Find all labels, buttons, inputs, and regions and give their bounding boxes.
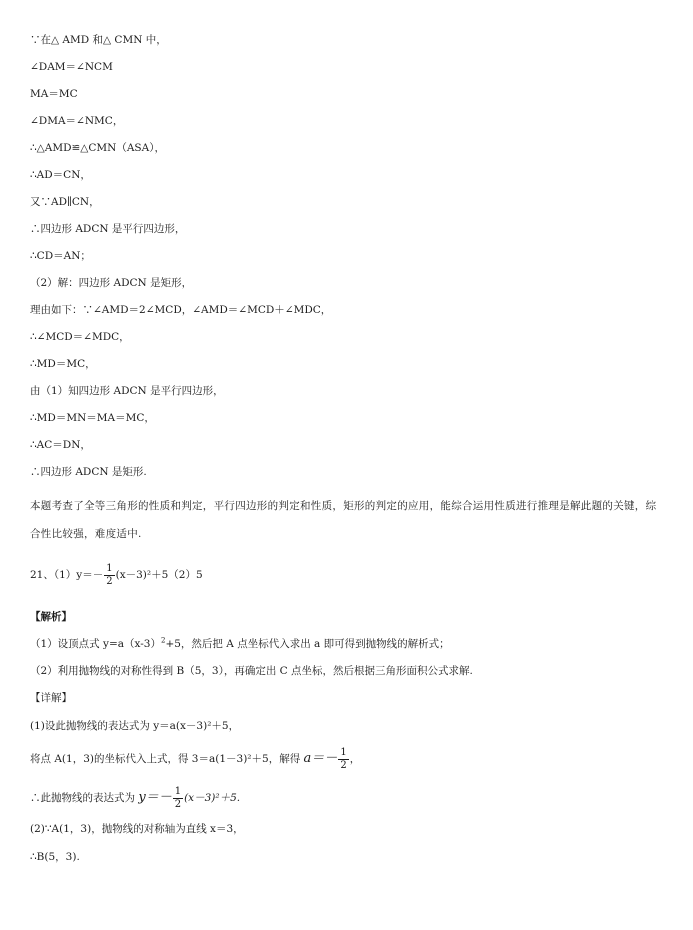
detail-line-3 — [30, 785, 240, 811]
proof-line-7: 又∵AD∥CN， — [30, 196, 100, 208]
detail-l3-den: 2 — [174, 798, 182, 810]
analysis-paragraph-2: （2）利用抛物线的对称性得到 B（5，3），再确定出 C 点坐标，然后根据三角形面积公式求解. — [30, 665, 473, 677]
proof-line-5: ∴△AMD≌△CMN（ASA）， — [30, 142, 165, 154]
proof-line-3: MA＝MC — [30, 88, 78, 100]
q21-suffix: (x－3)²＋5（2）5 — [115, 569, 203, 581]
analysis-p1-after: +5，然后把 A 点坐标代入求出 a 即可得到抛物线的解析式； — [165, 638, 450, 650]
detail-l3-before: ∴此抛物线的表达式为 — [30, 792, 135, 804]
detail-l3-num: 1 — [174, 785, 182, 797]
analysis-p1-before: （1）设顶点式 y=a（x-3） — [30, 638, 161, 650]
q21-fraction — [104, 563, 114, 588]
proof-line-4: ∠DMA＝∠NMC， — [30, 115, 124, 127]
proof-line-12: ∴∠MCD＝∠MDC， — [30, 331, 130, 343]
proof-line-13: ∴MD＝MC， — [30, 358, 96, 370]
proof-line-16: ∴AC＝DN， — [30, 439, 91, 451]
detail-l3-fraction — [173, 786, 183, 811]
proof-line-15: ∴MD＝MN＝MA＝MC， — [30, 412, 155, 424]
detail-line-2 — [30, 746, 360, 772]
proof-line-8: ∴四边形 ADCN 是平行四边形， — [30, 223, 186, 235]
proof-line-14: 由（1）知四边形 ADCN 是平行四边形， — [30, 385, 224, 397]
proof-line-1: ∵在△ AMD 和△ CMN 中， — [30, 34, 167, 46]
analysis-paragraph-1 — [30, 637, 450, 651]
q21-prefix: 21、（1）y＝－ — [30, 569, 104, 581]
detail-l3-y: y＝－ — [138, 790, 172, 805]
q21-answer — [30, 562, 203, 588]
detail-line-5: ∴B(5，3). — [30, 851, 80, 863]
analysis-heading: 【解析】 — [30, 611, 72, 623]
detail-line-4: (2)∵A(1，3)，抛物线的对称轴为直线 x＝3， — [30, 823, 244, 835]
detail-l2-before: 将点 A(1，3)的坐标代入上式，得 3＝a(1－3)²＋5，解得 — [30, 753, 301, 765]
detail-l2-den: 2 — [340, 759, 347, 771]
detail-l2-var: a＝－ — [303, 751, 338, 766]
q21-frac-num: 1 — [106, 562, 113, 574]
proof-line-9: ∴CD＝AN； — [30, 250, 91, 262]
detail-l2-fraction — [338, 747, 348, 772]
proof-line-11: 理由如下：∵∠AMD＝2∠MCD，∠AMD＝∠MCD＋∠MDC， — [30, 304, 332, 316]
detail-l2-after: ， — [349, 753, 361, 765]
proof-line-2: ∠DAM＝∠NCM — [30, 61, 113, 73]
detail-line-1: (1)设此抛物线的表达式为 y＝a(x－3)²＋5， — [30, 720, 240, 732]
detail-heading: 【详解】 — [30, 692, 72, 704]
detail-l3-after: (x－3)²＋5. — [184, 792, 241, 804]
detail-l2-num: 1 — [340, 746, 347, 758]
proof-line-17: ∴四边形 ADCN 是矩形. — [30, 466, 147, 478]
summary-paragraph: 本题考查了全等三角形的性质和判定，平行四边形的判定和性质，矩形的判定的应用，能综合运用性质进行推理是解此题的关键，综合性比较强，难度适中. — [30, 500, 657, 540]
analysis-p1-sup: 2 — [160, 636, 166, 645]
q21-frac-den: 2 — [106, 575, 113, 587]
proof-line-10: （2）解：四边形 ADCN 是矩形， — [30, 277, 193, 289]
proof-line-6: ∴AD＝CN， — [30, 169, 91, 181]
